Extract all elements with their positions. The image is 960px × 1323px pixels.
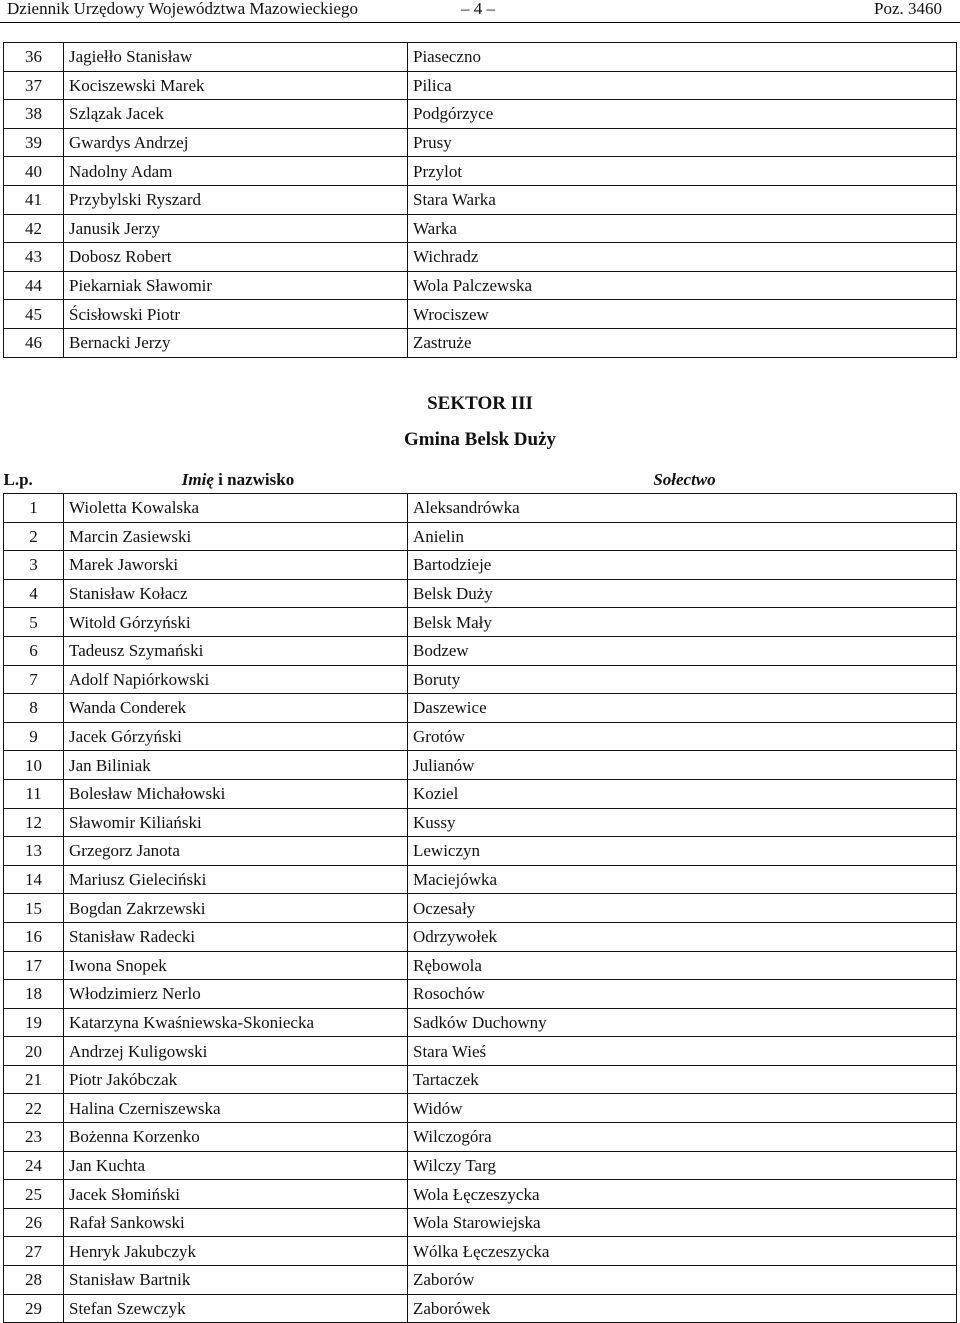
- row-number: 18: [4, 980, 64, 1009]
- table-row: [4, 894, 957, 923]
- village-name: Wilczy Targ: [408, 1151, 957, 1180]
- row-number: 39: [4, 128, 64, 157]
- village-name: Maciejówka: [408, 865, 957, 894]
- gmina-title: Gmina Belsk Duży: [403, 429, 557, 450]
- row-number: 29: [4, 1294, 64, 1323]
- table-header-row: [4, 466, 957, 494]
- sector-iii-table: [3, 466, 957, 1323]
- person-name: Kociszewski Marek: [64, 71, 408, 100]
- table-row: [4, 1094, 957, 1123]
- table-row: [4, 300, 957, 329]
- sector-title: SEKTOR III: [427, 393, 533, 414]
- person-name: Halina Czerniszewska: [64, 1094, 408, 1123]
- table-row: [4, 665, 957, 694]
- table-row: [4, 271, 957, 300]
- row-number: 45: [4, 300, 64, 329]
- row-number: 42: [4, 214, 64, 243]
- header-solectwo: Sołectwo: [408, 466, 957, 494]
- village-name: Daszewice: [408, 694, 957, 723]
- table-row: [4, 779, 957, 808]
- row-number: 4: [4, 579, 64, 608]
- village-name: Wichradz: [408, 243, 957, 272]
- row-number: 44: [4, 271, 64, 300]
- table-row: [4, 1208, 957, 1237]
- village-name: Wola Palczewska: [408, 271, 957, 300]
- row-number: 7: [4, 665, 64, 694]
- row-number: 36: [4, 43, 64, 72]
- sector-table-continued-body: [4, 43, 957, 358]
- person-name: Jagiełło Stanisław: [64, 43, 408, 72]
- person-name: Jacek Górzyński: [64, 722, 408, 751]
- row-number: 10: [4, 751, 64, 780]
- person-name: Stanisław Kołacz: [64, 579, 408, 608]
- row-number: 9: [4, 722, 64, 751]
- table-row: [4, 980, 957, 1009]
- table-row: [4, 1266, 957, 1295]
- village-name: Wólka Łęczeszycka: [408, 1237, 957, 1266]
- village-name: Belsk Mały: [408, 608, 957, 637]
- table-row: [4, 722, 957, 751]
- row-number: 1: [4, 494, 64, 523]
- village-name: Wola Starowiejska: [408, 1208, 957, 1237]
- row-number: 28: [4, 1266, 64, 1295]
- village-name: Rosochów: [408, 980, 957, 1009]
- person-name: Marek Jaworski: [64, 551, 408, 580]
- table-row: [4, 951, 957, 980]
- person-name: Rafał Sankowski: [64, 1208, 408, 1237]
- village-name: Widów: [408, 1094, 957, 1123]
- table-row: [4, 837, 957, 866]
- person-name: Piekarniak Sławomir: [64, 271, 408, 300]
- village-name: Prusy: [408, 128, 957, 157]
- village-name: Belsk Duży: [408, 579, 957, 608]
- row-number: 22: [4, 1094, 64, 1123]
- table-row: [4, 128, 957, 157]
- person-name: Grzegorz Janota: [64, 837, 408, 866]
- person-name: Jacek Słomiński: [64, 1180, 408, 1209]
- row-number: 14: [4, 865, 64, 894]
- person-name: Andrzej Kuligowski: [64, 1037, 408, 1066]
- village-name: Wola Łęczeszycka: [408, 1180, 957, 1209]
- row-number: 23: [4, 1123, 64, 1152]
- person-name: Piotr Jakóbczak: [64, 1065, 408, 1094]
- row-number: 15: [4, 894, 64, 923]
- table-row: [4, 1294, 957, 1323]
- table-row: [4, 636, 957, 665]
- table-row: [4, 522, 957, 551]
- person-name: Ścisłowski Piotr: [64, 300, 408, 329]
- person-name: Jan Kuchta: [64, 1151, 408, 1180]
- row-number: 13: [4, 837, 64, 866]
- row-number: 40: [4, 157, 64, 186]
- person-name: Bożenna Korzenko: [64, 1123, 408, 1152]
- village-name: Stara Warka: [408, 185, 957, 214]
- person-name: Nadolny Adam: [64, 157, 408, 186]
- person-name: Bernacki Jerzy: [64, 328, 408, 357]
- person-name: Włodzimierz Nerlo: [64, 980, 408, 1009]
- page-header: [0, 0, 960, 23]
- table-row: [4, 808, 957, 837]
- table-row: [4, 71, 957, 100]
- row-number: 5: [4, 608, 64, 637]
- village-name: Grotów: [408, 722, 957, 751]
- village-name: Przylot: [408, 157, 957, 186]
- table-row: [4, 100, 957, 129]
- village-name: Bodzew: [408, 636, 957, 665]
- row-number: 46: [4, 328, 64, 357]
- table-row: [4, 1123, 957, 1152]
- table-row: [4, 751, 957, 780]
- row-number: 41: [4, 185, 64, 214]
- table-row: [4, 185, 957, 214]
- row-number: 38: [4, 100, 64, 129]
- person-name: Bogdan Zakrzewski: [64, 894, 408, 923]
- row-number: 12: [4, 808, 64, 837]
- journal-title: Dziennik Urzędowy Województwa Mazowieckiego: [7, 0, 358, 18]
- row-number: 19: [4, 1008, 64, 1037]
- village-name: Lewiczyn: [408, 837, 957, 866]
- header-name-italic: Imię: [181, 470, 214, 489]
- person-name: Dobosz Robert: [64, 243, 408, 272]
- table-row: [4, 865, 957, 894]
- table-row: [4, 1180, 957, 1209]
- person-name: Gwardys Andrzej: [64, 128, 408, 157]
- person-name: Adolf Napiórkowski: [64, 665, 408, 694]
- table-row: [4, 694, 957, 723]
- person-name: Witold Górzyński: [64, 608, 408, 637]
- header-name-rest: i nazwisko: [213, 470, 295, 489]
- person-name: Janusik Jerzy: [64, 214, 408, 243]
- header-name: [64, 466, 408, 494]
- village-name: Wilczogóra: [408, 1123, 957, 1152]
- person-name: Iwona Snopek: [64, 951, 408, 980]
- person-name: Sławomir Kiliański: [64, 808, 408, 837]
- sector-iii-table-body: [4, 466, 957, 1323]
- village-name: Wrociszew: [408, 300, 957, 329]
- village-name: Tartaczek: [408, 1065, 957, 1094]
- village-name: Julianów: [408, 751, 957, 780]
- village-name: Zastruże: [408, 328, 957, 357]
- table-row: [4, 1008, 957, 1037]
- person-name: Przybylski Ryszard: [64, 185, 408, 214]
- row-number: 3: [4, 551, 64, 580]
- village-name: Podgórzyce: [408, 100, 957, 129]
- village-name: Stara Wieś: [408, 1037, 957, 1066]
- village-name: Piaseczno: [408, 43, 957, 72]
- village-name: Rębowola: [408, 951, 957, 980]
- table-row: [4, 579, 957, 608]
- table-row: [4, 494, 957, 523]
- table-row: [4, 43, 957, 72]
- person-name: Stanisław Radecki: [64, 922, 408, 951]
- village-name: Odrzywołek: [408, 922, 957, 951]
- table-row: [4, 214, 957, 243]
- village-name: Koziel: [408, 779, 957, 808]
- person-name: Bolesław Michałowski: [64, 779, 408, 808]
- village-name: Pilica: [408, 71, 957, 100]
- table-row: [4, 328, 957, 357]
- village-name: Sadków Duchowny: [408, 1008, 957, 1037]
- row-number: 25: [4, 1180, 64, 1209]
- table-row: [4, 922, 957, 951]
- row-number: 43: [4, 243, 64, 272]
- village-name: Bartodzieje: [408, 551, 957, 580]
- row-number: 21: [4, 1065, 64, 1094]
- table-row: [4, 1237, 957, 1266]
- row-number: 20: [4, 1037, 64, 1066]
- person-name: Wanda Conderek: [64, 694, 408, 723]
- row-number: 17: [4, 951, 64, 980]
- person-name: Katarzyna Kwaśniewska-Skoniecka: [64, 1008, 408, 1037]
- person-name: Szlązak Jacek: [64, 100, 408, 129]
- sector-table-continued: [3, 42, 957, 358]
- table-row: [4, 608, 957, 637]
- village-name: Zaborówek: [408, 1294, 957, 1323]
- person-name: Stanisław Bartnik: [64, 1266, 408, 1295]
- row-number: 6: [4, 636, 64, 665]
- village-name: Zaborów: [408, 1266, 957, 1295]
- person-name: Jan Biliniak: [64, 751, 408, 780]
- table-row: [4, 1037, 957, 1066]
- row-number: 26: [4, 1208, 64, 1237]
- village-name: Oczesały: [408, 894, 957, 923]
- position-number: Poz. 3460: [874, 0, 942, 18]
- person-name: Tadeusz Szymański: [64, 636, 408, 665]
- table-row: [4, 551, 957, 580]
- village-name: Boruty: [408, 665, 957, 694]
- table-row: [4, 157, 957, 186]
- table-row: [4, 1065, 957, 1094]
- village-name: Kussy: [408, 808, 957, 837]
- village-name: Aleksandrówka: [408, 494, 957, 523]
- row-number: 37: [4, 71, 64, 100]
- page-number: – 4 –: [461, 0, 495, 18]
- person-name: Marcin Zasiewski: [64, 522, 408, 551]
- row-number: 27: [4, 1237, 64, 1266]
- row-number: 11: [4, 779, 64, 808]
- row-number: 16: [4, 922, 64, 951]
- person-name: Stefan Szewczyk: [64, 1294, 408, 1323]
- table-row: [4, 1151, 957, 1180]
- header-lp: L.p.: [4, 466, 64, 494]
- village-name: Anielin: [408, 522, 957, 551]
- row-number: 2: [4, 522, 64, 551]
- village-name: Warka: [408, 214, 957, 243]
- person-name: Henryk Jakubczyk: [64, 1237, 408, 1266]
- person-name: Mariusz Gieleciński: [64, 865, 408, 894]
- row-number: 8: [4, 694, 64, 723]
- row-number: 24: [4, 1151, 64, 1180]
- person-name: Wioletta Kowalska: [64, 494, 408, 523]
- table-row: [4, 243, 957, 272]
